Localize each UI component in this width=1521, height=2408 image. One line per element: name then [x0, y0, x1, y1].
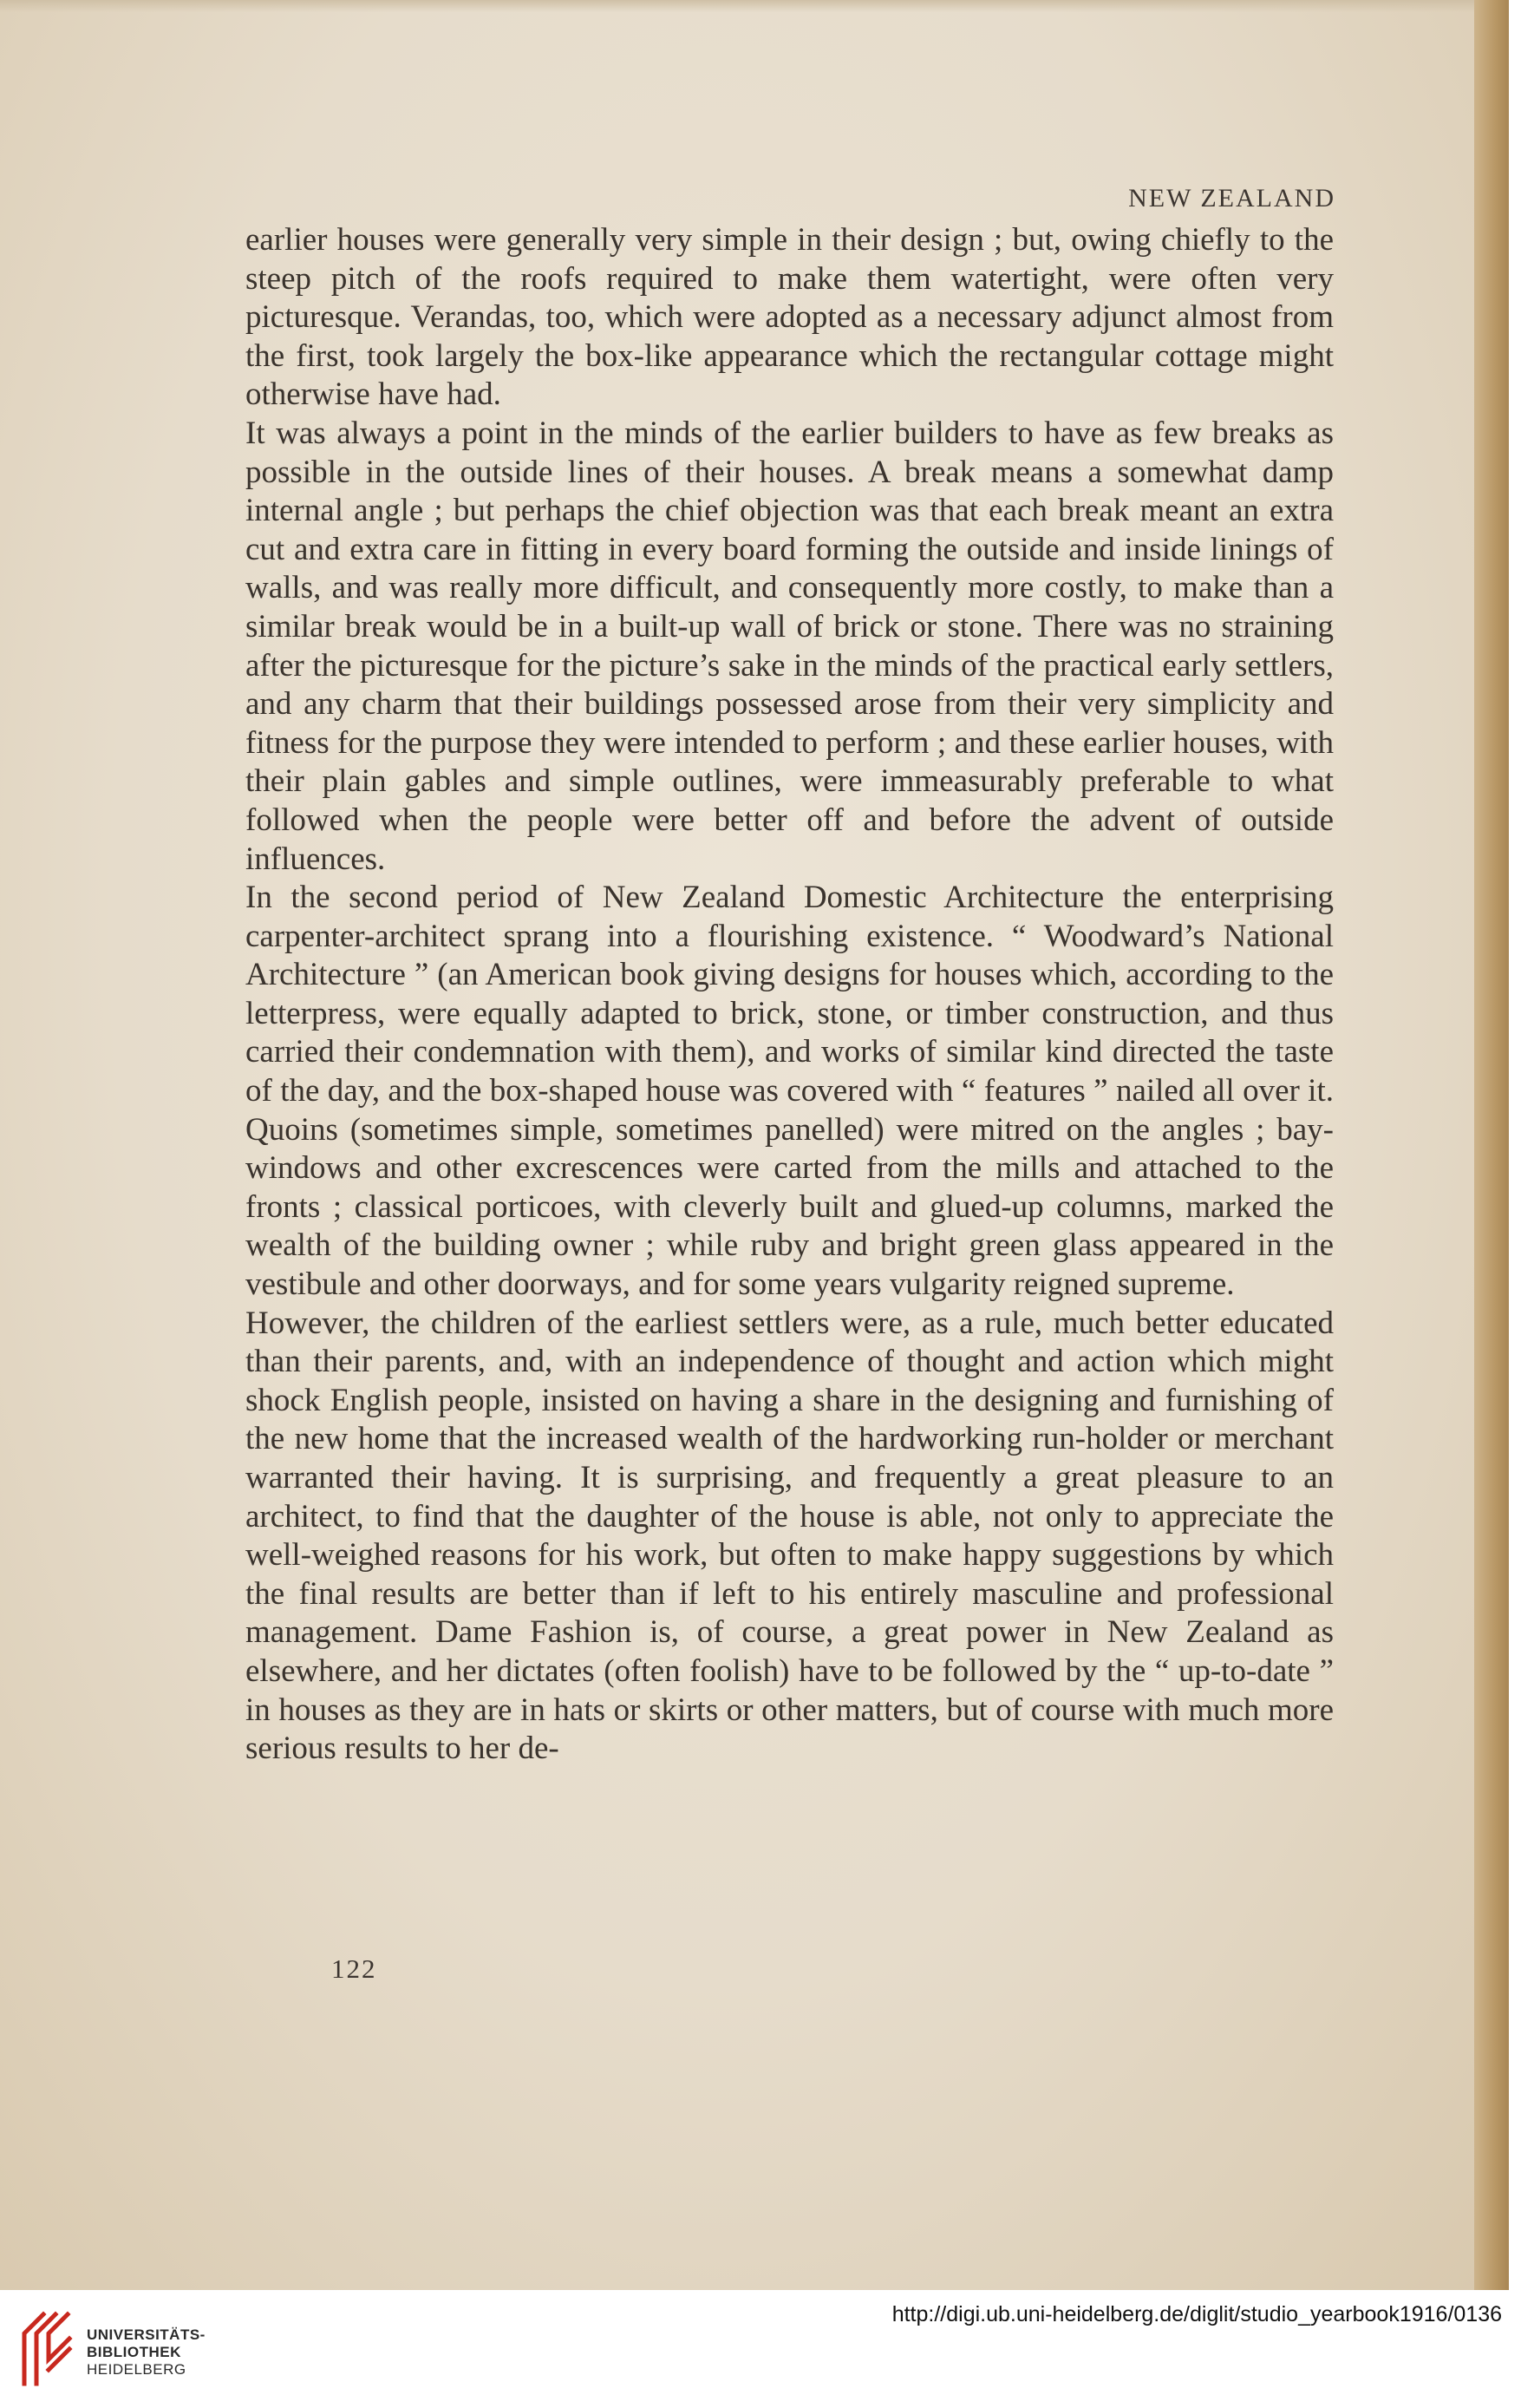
paragraph: It was always a point in the minds of the earlier builders to have as few breaks as possible in the outside lines of their houses. A break means a somewhat damp internal angle ; but perhaps the chief objection was that each break meant an extra cut and extra care in fitting in every board forming the outside and inside linings of walls, and was really more difficult, and consequently more costly, to make than a similar break would be in a built-up wall of brick or stone. There was no straining after the picturesque for the picture’s sake in the minds of the practical early settlers, and any charm that their buildings possessed arose from their very simplicity and fitness for the purpose they were intended to perform ; and these earlier houses, with their plain gables and simple outlines, were immeasurably preferable to what followed when the people were better off and before the advent of outside influences.: [245, 415, 1334, 877]
library-name-line: BIBLIOTHEK: [87, 2344, 181, 2360]
page-top-edge: [0, 0, 1509, 12]
library-name-line: HEIDELBERG: [87, 2361, 186, 2378]
page-number: 122: [331, 1953, 377, 1984]
paragraph: However, the children of the earliest settlers were, as a rule, much better educated than their parents, and, with an independence of thought and action which might shock English people, insisted on having a share in the designing and furnishing of the new home that the increased wealth of the hardworking run-holder or merchant warranted their having. It is surprising, and frequently a great pleasure to an architect, to find that the daughter of the house is able, not only to appreciate the well-weighed reasons for his work, but often to make happy suggestions by which the final results are better than if left to his entirely masculine and professional management. Dame Fashion is, of course, a great power in New Zealand as elsewhere, and her dictates (often foolish) have to be followed by the “ up-to-date ” in houses as they are in hats or skirts or other matters, but of course with much more serious results to her de-: [245, 1305, 1334, 1767]
library-name-line: UNIVERSITÄTS-: [87, 2326, 206, 2343]
running-head: NEW ZEALAND: [1128, 184, 1335, 213]
heidelberg-library-logo-icon[interactable]: [17, 2309, 76, 2389]
page-spine-edge: [1474, 0, 1509, 2290]
paragraph: In the second period of New Zealand Domestic Architecture the enterprising carpenter-architect sprang into a flourishing existence. “ Woodward’s National Architecture ” (an American book giving designs for houses which, according to the letterpress, were equally adapted to brick, stone, or timber construction, and thus carried their condemnation with them), and works of similar kind directed the taste of the day, and the box-shaped house was covered with “ features ” nailed all over it. Quoins (sometimes simple, sometimes panelled) were mitred on the angles ; bay-windows and other excrescences were carted from the mills and attached to the fronts ; classical porticoes, with cleverly built and glued-up columns, marked the wealth of the building owner ; while ruby and bright green glass appeared in the vestibule and other doorways, and for some years vulgarity reigned supreme.: [245, 880, 1334, 1303]
paragraph: earlier houses were generally very simple in their design ; but, owing chiefly to the steep pitch of the roofs required to make them watertight, were often very picturesque. Verandas, too, which were adopted as a necessary adjunct almost from the first, took largely the box-like appearance which the rectangular cottage might otherwise have had.: [245, 222, 1334, 413]
source-url-link[interactable]: http://digi.ub.uni-heidelberg.de/diglit/studio_yearbook1916/0136: [891, 2302, 1502, 2326]
viewer-footer: [0, 2290, 1521, 2408]
library-name: [87, 2326, 206, 2379]
body-text: [245, 221, 1334, 1769]
